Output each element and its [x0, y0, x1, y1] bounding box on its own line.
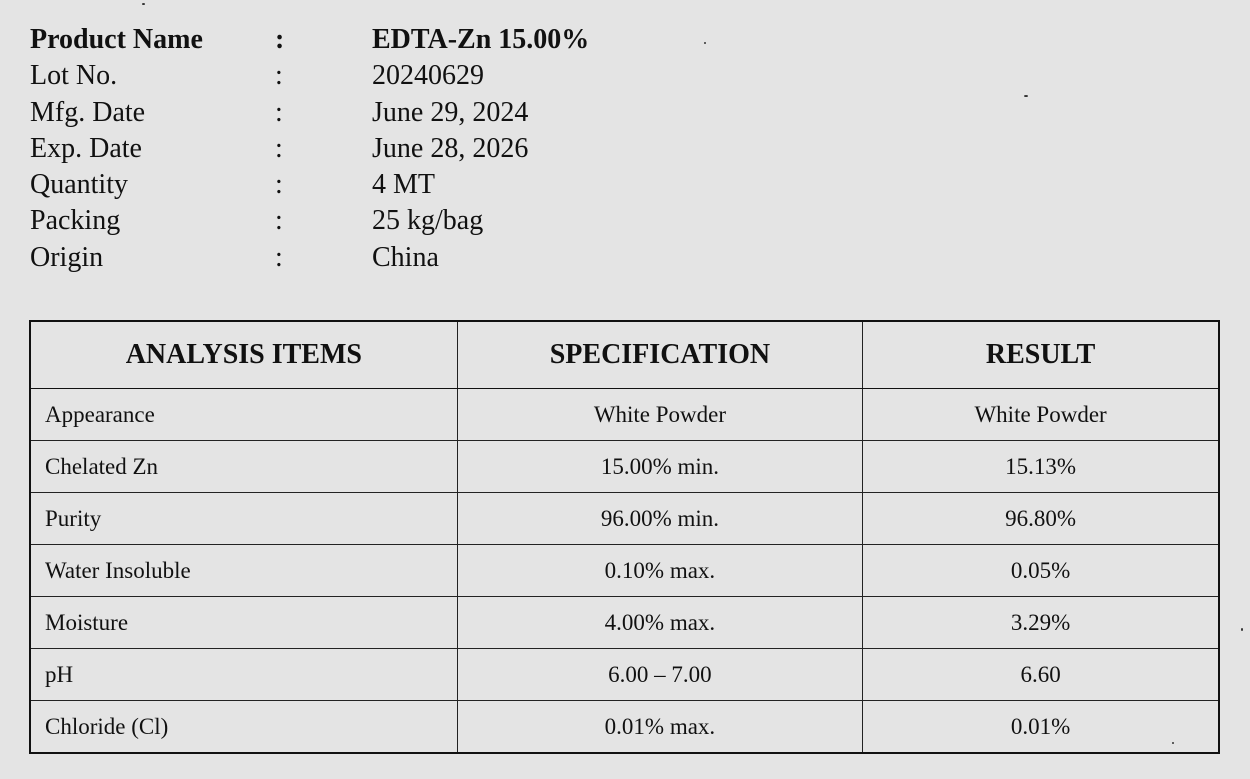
analysis-table-header-row — [30, 321, 1219, 389]
mfg-date-value: June 29, 2024 — [372, 96, 529, 128]
product-info-block — [30, 22, 930, 276]
table-row — [30, 597, 1219, 649]
result-cell: 3.29% — [863, 597, 1219, 649]
product-info-separator: : — [275, 132, 283, 164]
scan-speck — [704, 42, 706, 44]
analysis-item-cell: Water Insoluble — [30, 545, 457, 597]
product-info-separator: : — [275, 169, 283, 201]
table-row — [30, 493, 1219, 545]
lot-number-value: 20240629 — [372, 60, 484, 92]
product-info-separator: : — [275, 96, 283, 128]
table-row — [30, 441, 1219, 493]
table-row — [30, 389, 1219, 441]
result-header: RESULT — [863, 321, 1219, 389]
table-row — [30, 701, 1219, 754]
result-cell: 15.13% — [863, 441, 1219, 493]
scan-speck — [142, 3, 145, 5]
specification-header: SPECIFICATION — [457, 321, 862, 389]
specification-cell: 0.01% max. — [457, 701, 862, 754]
result-cell: 6.60 — [863, 649, 1219, 701]
packing-value: 25 kg/bag — [372, 205, 484, 237]
specification-cell: 4.00% max. — [457, 597, 862, 649]
product-info-label: Quantity — [30, 169, 128, 201]
product-info-row — [30, 240, 930, 276]
result-cell: White Powder — [863, 389, 1219, 441]
product-info-row — [30, 131, 930, 167]
product-info-separator: : — [275, 60, 283, 92]
analysis-item-cell: Chelated Zn — [30, 441, 457, 493]
exp-date-value: June 28, 2026 — [372, 132, 529, 164]
result-cell: 0.01% — [863, 701, 1219, 754]
analysis-item-cell: Appearance — [30, 389, 457, 441]
analysis-item-cell: Moisture — [30, 597, 457, 649]
product-info-label: Mfg. Date — [30, 96, 146, 128]
specification-cell: 6.00 – 7.00 — [457, 649, 862, 701]
product-info-separator: : — [275, 241, 283, 273]
quantity-value: 4 MT — [372, 169, 435, 201]
result-cell: 96.80% — [863, 493, 1219, 545]
origin-value: China — [372, 241, 439, 273]
product-info-separator: : — [275, 24, 285, 55]
product-info-row — [30, 22, 930, 58]
specification-cell: 96.00% min. — [457, 493, 862, 545]
result-cell: 0.05% — [863, 545, 1219, 597]
scan-speck — [1172, 742, 1174, 744]
product-info-separator: : — [275, 205, 283, 237]
product-info-label: Product Name — [30, 24, 203, 55]
specification-cell: White Powder — [457, 389, 862, 441]
product-info-row — [30, 58, 930, 94]
analysis-items-header: ANALYSIS ITEMS — [30, 321, 457, 389]
table-row — [30, 649, 1219, 701]
specification-cell: 15.00% min. — [457, 441, 862, 493]
analysis-table — [29, 320, 1220, 754]
product-info-row — [30, 95, 930, 131]
analysis-item-cell: Chloride (Cl) — [30, 701, 457, 754]
product-name-value: EDTA-Zn 15.00% — [372, 24, 590, 55]
product-info-label: Lot No. — [30, 60, 118, 92]
product-info-label: Origin — [30, 241, 104, 273]
product-info-label: Exp. Date — [30, 132, 142, 164]
analysis-item-cell: Purity — [30, 493, 457, 545]
product-info-label: Packing — [30, 205, 121, 237]
product-info-row — [30, 167, 930, 203]
scan-speck — [1241, 628, 1243, 631]
product-info-row — [30, 203, 930, 239]
specification-cell: 0.10% max. — [457, 545, 862, 597]
analysis-item-cell: pH — [30, 649, 457, 701]
scan-speck — [1024, 95, 1028, 97]
table-row — [30, 545, 1219, 597]
